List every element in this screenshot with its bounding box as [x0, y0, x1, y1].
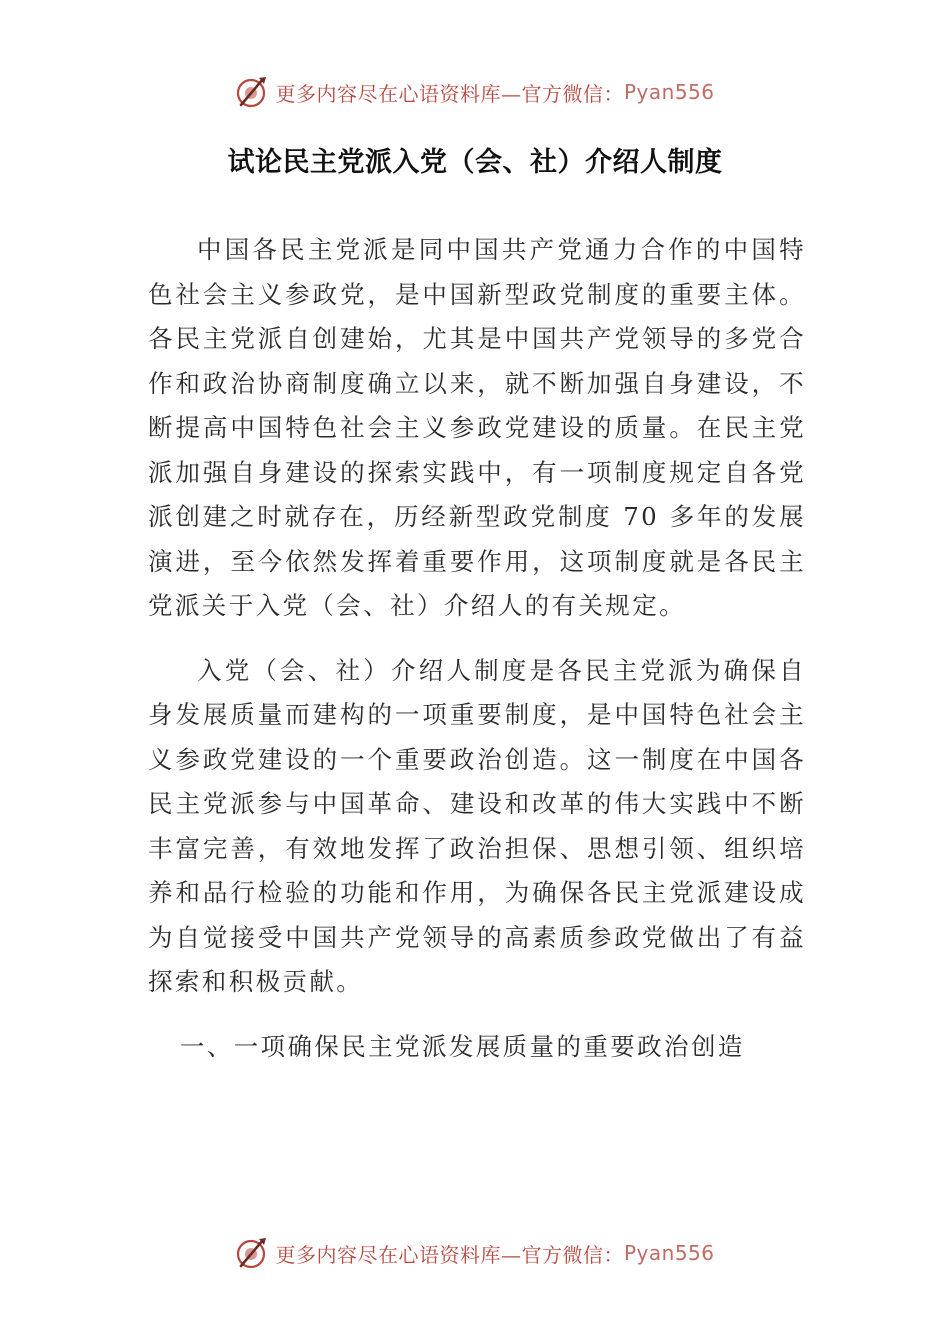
footer-watermark	[0, 1233, 950, 1273]
body-paragraph: 中国各民主党派是同中国共产党通力合作的中国特色社会主义参政党，是中国新型政党制度的重要主体。各民主党派自创建始，尤其是中国共产党领导的多党合作和政治协商制度确立以来，就不断加强自身建设，不断提高中国特色社会主义参政党建设的质量。在民主党派加强自身建设的探索实践中，有一项制度规定自各党派创建之时就存在，历经新型政党制度 70 多年的发展演进，至今依然发挥着重要作用，这项制度就是各民主党派关于入党（会、社）介绍人的有关规定。	[148, 235, 806, 620]
watermark-text: 更多内容尽在心语资料库—官方微信：	[275, 81, 624, 106]
watermark-text: 更多内容尽在心语资料库—官方微信：	[275, 1242, 624, 1267]
section-heading: 一、一项确保民主党派发展质量的重要政治创造	[179, 1031, 745, 1061]
body-paragraph: 入党（会、社）介绍人制度是各民主党派为确保自身发展质量而建构的一项重要制度，是中国特色社会主义参政党建设的一个重要政治创造。这一制度在中国各民主党派参与中国革命、建设和改革的伟大实践中不断丰富完善，有效地发挥了政治担保、思想引领、组织培养和品行检验的功能和作用，为确保各民主党派建设成为自觉接受中国共产党领导的高素质参政党做出了有益探索和积极贡献。	[148, 655, 806, 996]
document-title: 试论民主党派入党（会、社）介绍人制度	[227, 147, 723, 178]
watermark-wechat-id: Pyan556	[623, 80, 715, 104]
brand-logo-icon	[235, 1236, 269, 1270]
brand-logo-icon	[235, 75, 269, 109]
watermark-wechat-id: Pyan556	[623, 1241, 715, 1265]
header-watermark	[0, 72, 950, 112]
document-body	[148, 228, 806, 1069]
